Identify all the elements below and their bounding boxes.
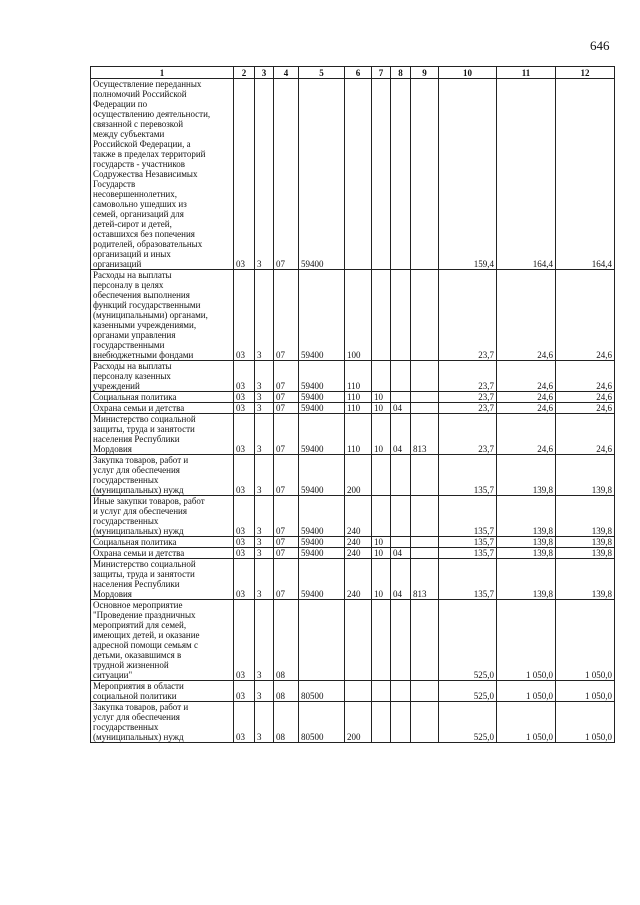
- cell-col-2: 03: [234, 537, 255, 548]
- cell-col-2: 03: [234, 455, 255, 496]
- cell-col-11: 24,6: [497, 361, 556, 392]
- cell-col-4: 07: [274, 496, 299, 537]
- cell-col-11: 139,8: [497, 548, 556, 559]
- column-header-10: 10: [439, 67, 497, 79]
- cell-col-10: 135,7: [439, 455, 497, 496]
- cell-col-8: 04: [391, 403, 411, 414]
- cell-col-10: 135,7: [439, 537, 497, 548]
- cell-col-8: [391, 600, 411, 681]
- cell-col-6: [345, 600, 372, 681]
- row-label: Осуществление переданных полномочий Российской Федерации по осуществлению деятельности, связанной с перевозкой между субъектами Российской Федерации, а также в пределах территорий государств - участников Содружества Независимых Государств несовершеннолетних, самовольно ушедших из семей, организаций для детей-сирот и детей, оставшихся без попечения родителей, образовательных организаций и иных организаций: [91, 79, 234, 270]
- cell-col-6: 240: [345, 537, 372, 548]
- cell-col-7: 10: [372, 392, 391, 403]
- budget-table: [90, 66, 615, 743]
- cell-col-4: 08: [274, 600, 299, 681]
- cell-col-7: [372, 270, 391, 361]
- cell-col-5: 59400: [299, 79, 345, 270]
- cell-col-5: 59400: [299, 548, 345, 559]
- cell-col-6: 110: [345, 403, 372, 414]
- cell-col-4: 08: [274, 681, 299, 702]
- cell-col-12: 1 050,0: [556, 702, 615, 743]
- cell-col-8: [391, 455, 411, 496]
- cell-col-2: 03: [234, 548, 255, 559]
- table-row: [91, 496, 615, 537]
- page-number: 646: [590, 38, 610, 53]
- table-row: [91, 600, 615, 681]
- cell-col-9: [411, 537, 439, 548]
- cell-col-12: 1 050,0: [556, 681, 615, 702]
- cell-col-11: 139,8: [497, 496, 556, 537]
- column-header-7: 7: [372, 67, 391, 79]
- table-row: [91, 270, 615, 361]
- cell-col-6: 240: [345, 559, 372, 600]
- cell-col-4: 07: [274, 455, 299, 496]
- cell-col-5: 59400: [299, 537, 345, 548]
- cell-col-7: 10: [372, 559, 391, 600]
- table-row: [91, 537, 615, 548]
- cell-col-11: 139,8: [497, 455, 556, 496]
- cell-col-9: [411, 496, 439, 537]
- cell-col-7: [372, 455, 391, 496]
- table-row: [91, 702, 615, 743]
- column-header-3: 3: [255, 67, 274, 79]
- cell-col-11: 24,6: [497, 392, 556, 403]
- cell-col-5: [299, 600, 345, 681]
- cell-col-12: 139,8: [556, 455, 615, 496]
- cell-col-12: 164,4: [556, 79, 615, 270]
- cell-col-8: 04: [391, 548, 411, 559]
- cell-col-7: [372, 496, 391, 537]
- row-label: Основное мероприятие "Проведение праздничных мероприятий для семей, имеющих детей, и оказание адресной помощи семьям с детьми, оказавшимся в трудной жизненной ситуации": [91, 600, 234, 681]
- column-header-8: 8: [391, 67, 411, 79]
- cell-col-5: 59400: [299, 270, 345, 361]
- cell-col-3: 3: [255, 559, 274, 600]
- cell-col-12: 139,8: [556, 548, 615, 559]
- cell-col-5: 59400: [299, 496, 345, 537]
- cell-col-7: [372, 702, 391, 743]
- table-row: [91, 455, 615, 496]
- cell-col-5: 59400: [299, 403, 345, 414]
- cell-col-3: 3: [255, 548, 274, 559]
- cell-col-10: 23,7: [439, 270, 497, 361]
- cell-col-3: 3: [255, 600, 274, 681]
- cell-col-2: 03: [234, 600, 255, 681]
- cell-col-6: 240: [345, 496, 372, 537]
- cell-col-10: 159,4: [439, 79, 497, 270]
- cell-col-12: 24,6: [556, 414, 615, 455]
- cell-col-9: [411, 403, 439, 414]
- cell-col-2: 03: [234, 361, 255, 392]
- cell-col-6: 110: [345, 392, 372, 403]
- cell-col-5: 59400: [299, 392, 345, 403]
- cell-col-6: 240: [345, 548, 372, 559]
- cell-col-7: [372, 600, 391, 681]
- cell-col-9: [411, 681, 439, 702]
- table-row: [91, 548, 615, 559]
- cell-col-3: 3: [255, 496, 274, 537]
- column-header-4: 4: [274, 67, 299, 79]
- column-header-12: 12: [556, 67, 615, 79]
- cell-col-4: 07: [274, 361, 299, 392]
- cell-col-10: 135,7: [439, 548, 497, 559]
- cell-col-12: 1 050,0: [556, 600, 615, 681]
- cell-col-2: 03: [234, 392, 255, 403]
- cell-col-10: 525,0: [439, 681, 497, 702]
- cell-col-4: 07: [274, 270, 299, 361]
- cell-col-6: 200: [345, 455, 372, 496]
- cell-col-2: 03: [234, 702, 255, 743]
- cell-col-6: 100: [345, 270, 372, 361]
- cell-col-4: 07: [274, 559, 299, 600]
- cell-col-11: 1 050,0: [497, 681, 556, 702]
- table-row: [91, 414, 615, 455]
- cell-col-5: 80500: [299, 702, 345, 743]
- cell-col-12: 139,8: [556, 559, 615, 600]
- cell-col-8: 04: [391, 414, 411, 455]
- cell-col-8: [391, 702, 411, 743]
- cell-col-11: 1 050,0: [497, 600, 556, 681]
- table-row: [91, 79, 615, 270]
- cell-col-9: [411, 392, 439, 403]
- row-label: Охрана семьи и детства: [91, 548, 234, 559]
- cell-col-9: [411, 455, 439, 496]
- cell-col-11: 24,6: [497, 414, 556, 455]
- cell-col-8: [391, 79, 411, 270]
- cell-col-7: [372, 681, 391, 702]
- cell-col-10: 23,7: [439, 414, 497, 455]
- row-label: Расходы на выплаты персоналу казенных учреждений: [91, 361, 234, 392]
- cell-col-3: 3: [255, 403, 274, 414]
- cell-col-3: 3: [255, 79, 274, 270]
- cell-col-3: 3: [255, 537, 274, 548]
- table-row: [91, 559, 615, 600]
- cell-col-9: [411, 600, 439, 681]
- cell-col-11: 139,8: [497, 537, 556, 548]
- cell-col-9: [411, 548, 439, 559]
- cell-col-2: 03: [234, 79, 255, 270]
- cell-col-8: [391, 361, 411, 392]
- column-header-9: 9: [411, 67, 439, 79]
- cell-col-9: [411, 702, 439, 743]
- cell-col-9: 813: [411, 559, 439, 600]
- cell-col-12: 24,6: [556, 270, 615, 361]
- cell-col-2: 03: [234, 496, 255, 537]
- table-row: [91, 392, 615, 403]
- cell-col-5: 59400: [299, 361, 345, 392]
- cell-col-9: [411, 79, 439, 270]
- cell-col-9: 813: [411, 414, 439, 455]
- cell-col-3: 3: [255, 392, 274, 403]
- cell-col-6: 110: [345, 414, 372, 455]
- cell-col-11: 1 050,0: [497, 702, 556, 743]
- cell-col-11: 164,4: [497, 79, 556, 270]
- cell-col-8: [391, 392, 411, 403]
- cell-col-10: 525,0: [439, 702, 497, 743]
- row-label: Закупка товаров, работ и услуг для обеспечения государственных (муниципальных) нужд: [91, 455, 234, 496]
- cell-col-3: 3: [255, 681, 274, 702]
- column-header-5: 5: [299, 67, 345, 79]
- cell-col-11: 24,6: [497, 270, 556, 361]
- cell-col-8: [391, 496, 411, 537]
- cell-col-8: [391, 270, 411, 361]
- cell-col-12: 139,8: [556, 496, 615, 537]
- cell-col-9: [411, 361, 439, 392]
- cell-col-6: 200: [345, 702, 372, 743]
- cell-col-4: 07: [274, 403, 299, 414]
- cell-col-12: 139,8: [556, 537, 615, 548]
- column-header-6: 6: [345, 67, 372, 79]
- cell-col-6: [345, 79, 372, 270]
- cell-col-8: 04: [391, 559, 411, 600]
- cell-col-8: [391, 537, 411, 548]
- row-label: Министерство социальной защиты, труда и занятости населения Республики Мордовия: [91, 559, 234, 600]
- cell-col-4: 07: [274, 548, 299, 559]
- cell-col-12: 24,6: [556, 403, 615, 414]
- cell-col-6: [345, 681, 372, 702]
- cell-col-2: 03: [234, 681, 255, 702]
- column-header-11: 11: [497, 67, 556, 79]
- cell-col-8: [391, 681, 411, 702]
- cell-col-4: 08: [274, 702, 299, 743]
- cell-col-7: 10: [372, 403, 391, 414]
- cell-col-3: 3: [255, 702, 274, 743]
- table-body: [91, 79, 615, 743]
- cell-col-5: 59400: [299, 414, 345, 455]
- cell-col-7: [372, 79, 391, 270]
- row-label: Охрана семьи и детства: [91, 403, 234, 414]
- row-label: Закупка товаров, работ и услуг для обеспечения государственных (муниципальных) нужд: [91, 702, 234, 743]
- cell-col-3: 3: [255, 270, 274, 361]
- cell-col-11: 24,6: [497, 403, 556, 414]
- cell-col-10: 23,7: [439, 392, 497, 403]
- table-row: [91, 403, 615, 414]
- cell-col-2: 03: [234, 270, 255, 361]
- cell-col-5: 59400: [299, 455, 345, 496]
- table-row: [91, 681, 615, 702]
- cell-col-4: 07: [274, 392, 299, 403]
- row-label: Иные закупки товаров, работ и услуг для обеспечения государственных (муниципальных) нужд: [91, 496, 234, 537]
- cell-col-6: 110: [345, 361, 372, 392]
- cell-col-12: 24,6: [556, 361, 615, 392]
- cell-col-10: 23,7: [439, 403, 497, 414]
- cell-col-7: 10: [372, 414, 391, 455]
- cell-col-10: 135,7: [439, 559, 497, 600]
- cell-col-10: 23,7: [439, 361, 497, 392]
- cell-col-12: 24,6: [556, 392, 615, 403]
- cell-col-3: 3: [255, 414, 274, 455]
- row-label: Социальная политика: [91, 392, 234, 403]
- cell-col-4: 07: [274, 79, 299, 270]
- cell-col-3: 3: [255, 455, 274, 496]
- cell-col-2: 03: [234, 403, 255, 414]
- cell-col-4: 07: [274, 414, 299, 455]
- table-row: [91, 361, 615, 392]
- cell-col-5: 80500: [299, 681, 345, 702]
- cell-col-2: 03: [234, 414, 255, 455]
- cell-col-7: [372, 361, 391, 392]
- row-label: Социальная политика: [91, 537, 234, 548]
- cell-col-5: 59400: [299, 559, 345, 600]
- cell-col-10: 525,0: [439, 600, 497, 681]
- cell-col-3: 3: [255, 361, 274, 392]
- cell-col-11: 139,8: [497, 559, 556, 600]
- row-label: Министерство социальной защиты, труда и занятости населения Республики Мордовия: [91, 414, 234, 455]
- cell-col-7: 10: [372, 537, 391, 548]
- column-header-1: 1: [91, 67, 234, 79]
- row-label: Расходы на выплаты персоналу в целях обеспечения выполнения функций государственными (муниципальными) органами, казенными учреждениями, органами управления государственными внебюджетными фондами: [91, 270, 234, 361]
- cell-col-2: 03: [234, 559, 255, 600]
- header-row: [91, 67, 615, 79]
- cell-col-7: 10: [372, 548, 391, 559]
- column-header-2: 2: [234, 67, 255, 79]
- cell-col-10: 135,7: [439, 496, 497, 537]
- cell-col-9: [411, 270, 439, 361]
- cell-col-4: 07: [274, 537, 299, 548]
- row-label: Мероприятия в области социальной политики: [91, 681, 234, 702]
